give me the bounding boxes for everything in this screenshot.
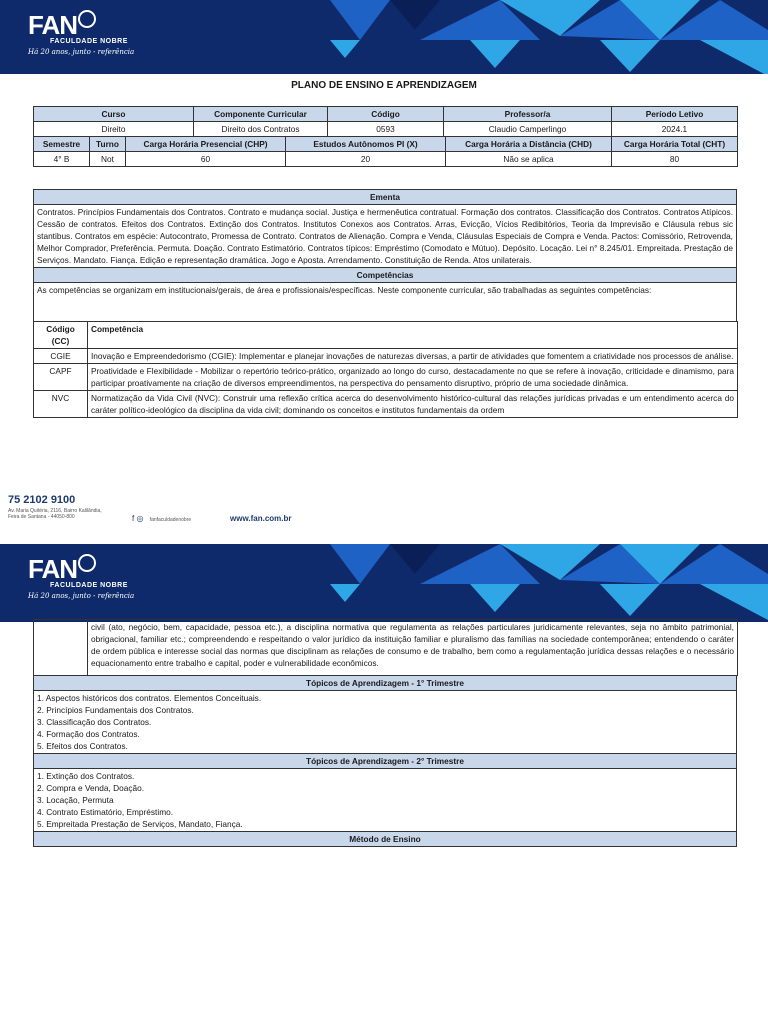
footer-phone: 75 2102 9100: [8, 494, 76, 506]
page2-content: [33, 619, 738, 847]
list-item: 3. Locação, Permuta: [37, 795, 114, 805]
info-table-wrapper: [33, 106, 738, 167]
value-professor: Claudio Camperlingo: [444, 122, 612, 137]
table-row: [34, 364, 738, 391]
value-chp: 60: [126, 152, 286, 167]
competencia-text: Inovação e Empreendedorismo (CGIE): Implementar e planejar inovações de naturezas diversas, a partir de atividades que fomentem a criatividade nos processos de análise.: [88, 349, 738, 364]
footer-website: www.fan.com.br: [230, 514, 292, 523]
info-table-main: [33, 106, 738, 137]
list-item: 2. Princípios Fundamentais dos Contratos.: [37, 705, 194, 715]
competencia-code: CGIE: [34, 349, 88, 364]
footer-social: [132, 514, 191, 523]
fan-logo: FAN FACULDADE NOBRE Há 20 anos, junto - referência: [28, 554, 138, 600]
header-chp: Carga Horária Presencial (CHP): [126, 137, 286, 152]
document-title: PLANO DE ENSINO E APRENDIZAGEM: [291, 80, 477, 91]
competencias-intro: As competências se organizam em institucionais/gerais, de área e profissionais/específicas. Neste componente curricular, são trabalhadas as seguintes competências:: [34, 283, 737, 322]
topicos2-list: [34, 769, 737, 832]
footer-address: Av. Maria Quitéria, 2116, Bairro Kalilândia, Feira de Santana - 44050-800: [8, 508, 102, 520]
value-chd: Não se aplica: [446, 152, 612, 167]
logo-tagline: Há 20 anos, junto - referência: [28, 592, 135, 600]
header-curso: Curso: [34, 107, 194, 122]
logo-subtitle: FACULDADE NOBRE: [50, 38, 128, 45]
competencias-continuation-table: [33, 619, 738, 676]
value-periodo: 2024.1: [612, 122, 738, 137]
col-code-header: Código (CC): [34, 322, 88, 349]
list-item: 2. Compra e Venda, Doação.: [37, 783, 145, 793]
logo-badge-icon: [78, 554, 96, 572]
topicos1-list: [34, 691, 737, 754]
header-banner-page2: [0, 544, 768, 622]
header-periodo: Período Letivo: [612, 107, 738, 122]
header-codigo: Código: [328, 107, 444, 122]
competencias-title: Competências: [34, 268, 737, 283]
value-componente: Direito dos Contratos: [194, 122, 328, 137]
logo-badge-icon: [78, 10, 96, 28]
header-cht: Carga Horária Total (CHT): [612, 137, 738, 152]
list-item: 5. Empreitada Prestação de Serviços, Mandato, Fiança.: [37, 819, 243, 829]
continuation-code-cell: [34, 620, 88, 676]
ementa-section: [33, 189, 738, 461]
logo-subtitle: FACULDADE NOBRE: [50, 582, 128, 589]
competencias-table: [33, 321, 738, 418]
header-banner: [0, 0, 768, 78]
table-row: [34, 391, 738, 418]
ementa-table: [33, 189, 737, 322]
header-estudos: Estudos Autônomos PI (X): [286, 137, 446, 152]
value-semestre: 4° B: [34, 152, 90, 167]
logo-tagline: Há 20 anos, junto - referência: [28, 48, 135, 56]
value-estudos: 20: [286, 152, 446, 167]
list-item: 4. Formação dos Contratos.: [37, 729, 140, 739]
header-professor: Professor/a: [444, 107, 612, 122]
competencia-code: NVC: [34, 391, 88, 418]
facebook-icon: f: [132, 514, 135, 523]
value-cht: 80: [612, 152, 738, 167]
header-componente: Componente Curricular: [194, 107, 328, 122]
info-table-hours: [33, 136, 738, 167]
list-item: 4. Contrato Estimatório, Empréstimo.: [37, 807, 174, 817]
header-turno: Turno: [90, 137, 126, 152]
ementa-title: Ementa: [34, 190, 737, 205]
col-desc-header: Competência: [88, 322, 738, 349]
value-codigo: 0593: [328, 122, 444, 137]
fan-logo: FAN FACULDADE NOBRE Há 20 anos, junto - referência: [28, 10, 138, 56]
list-item: 1. Aspectos históricos dos contratos. Elementos Conceituais.: [37, 693, 262, 703]
topicos1-title: Tópicos de Aprendizagem - 1° Trimestre: [34, 676, 737, 691]
header-chd: Carga Horária a Distância (CHD): [446, 137, 612, 152]
competencia-text: Normatização da Vida Civil (NVC): Construir uma reflexão crítica acerca do desenvolvimento histórico-cultural das relações jurídicas privadas e um entendimento acerca do caráter político-ideológico da disciplina da vida civil; dominando os conceitos e institutos fundamentais da ordem: [88, 391, 738, 418]
social-handle: fanfaculdadenobre: [149, 517, 192, 523]
topicos2-title: Tópicos de Aprendizagem - 2° Trimestre: [34, 754, 737, 769]
competencia-continuation-text: civil (ato, negócio, bem, capacidade, pessoa etc.), a disciplina normativa que regulamenta as relações particulares juridicamente relevantes, seja no âmbito patrimonial, obrigacional, familiar etc.; compreendendo e respeitando o valor jurídico da instituição familiar e pluralismo das famílias na sociedade contemporânea; entendendo o caráter de ordem pública e interesse social das normas que disciplinam as relações de consumo e de trabalho, bem como a regulamentação jurídica dessas relações e o necessário equacionamento entre trabalho e capital, poder e vulnerabilidade econômicos.: [88, 620, 738, 676]
list-item: 5. Efeitos dos Contratos.: [37, 741, 128, 751]
list-item: 3. Classificação dos Contratos.: [37, 717, 152, 727]
table-row: [34, 349, 738, 364]
topicos1-table: [33, 675, 737, 847]
page-footer: [8, 494, 338, 526]
competencia-code: CAPF: [34, 364, 88, 391]
metodo-title: Método de Ensino: [34, 832, 737, 847]
competencia-text: Proatividade e Flexibilidade - Mobilizar o repertório teórico-prático, organizado ao longo do curso, destacadamente no que se refere à inovação, criticidade e dinamismo, para participar proativamente na criação de diversos empreendimentos, na perspectiva do pensamento disruptivo, próprio de uma sociedade dinâmica.: [88, 364, 738, 391]
list-item: 1. Extinção dos Contratos.: [37, 771, 135, 781]
value-turno: Not: [90, 152, 126, 167]
header-semestre: Semestre: [34, 137, 90, 152]
ementa-text: Contratos. Princípios Fundamentais dos Contratos. Contrato e mudança social. Justiça e hermenêutica contratual. Formação dos contratos. Classificação dos Contratos. Contratos Atípicos. Cessão de contratos. Efeitos dos Contratos. Extinção dos Contratos. Institutos Conexos aos Contratos. Arras, Evicção, Vícios Redibitórios, Teoria da Imprevisão e Cláusula rebus sic stantibus. Contratos em espécie: Autocontrato, Promessa de Contrato. Contratos de Alienação. Compra e Venda, Cláusulas Especiais de Compra e Venda. Pactos: Comissório, Retrovenda, Melhor Comprador, Preferência. Permuta. Doação. Contrato Estimatório. Contratos típicos: Empréstimo (Comodato e Mútuo). Depósito. Locação. Lei n° 8.245/01. Empreitada. Prestação de Serviços. Mandato. Fiança. Edição e representação dramática. Jogo e Aposta. Arrendamento. Constituição de Renda. Atos unilaterais.: [34, 205, 737, 268]
value-curso: Direito: [34, 122, 194, 137]
instagram-icon: ◎: [136, 514, 144, 523]
